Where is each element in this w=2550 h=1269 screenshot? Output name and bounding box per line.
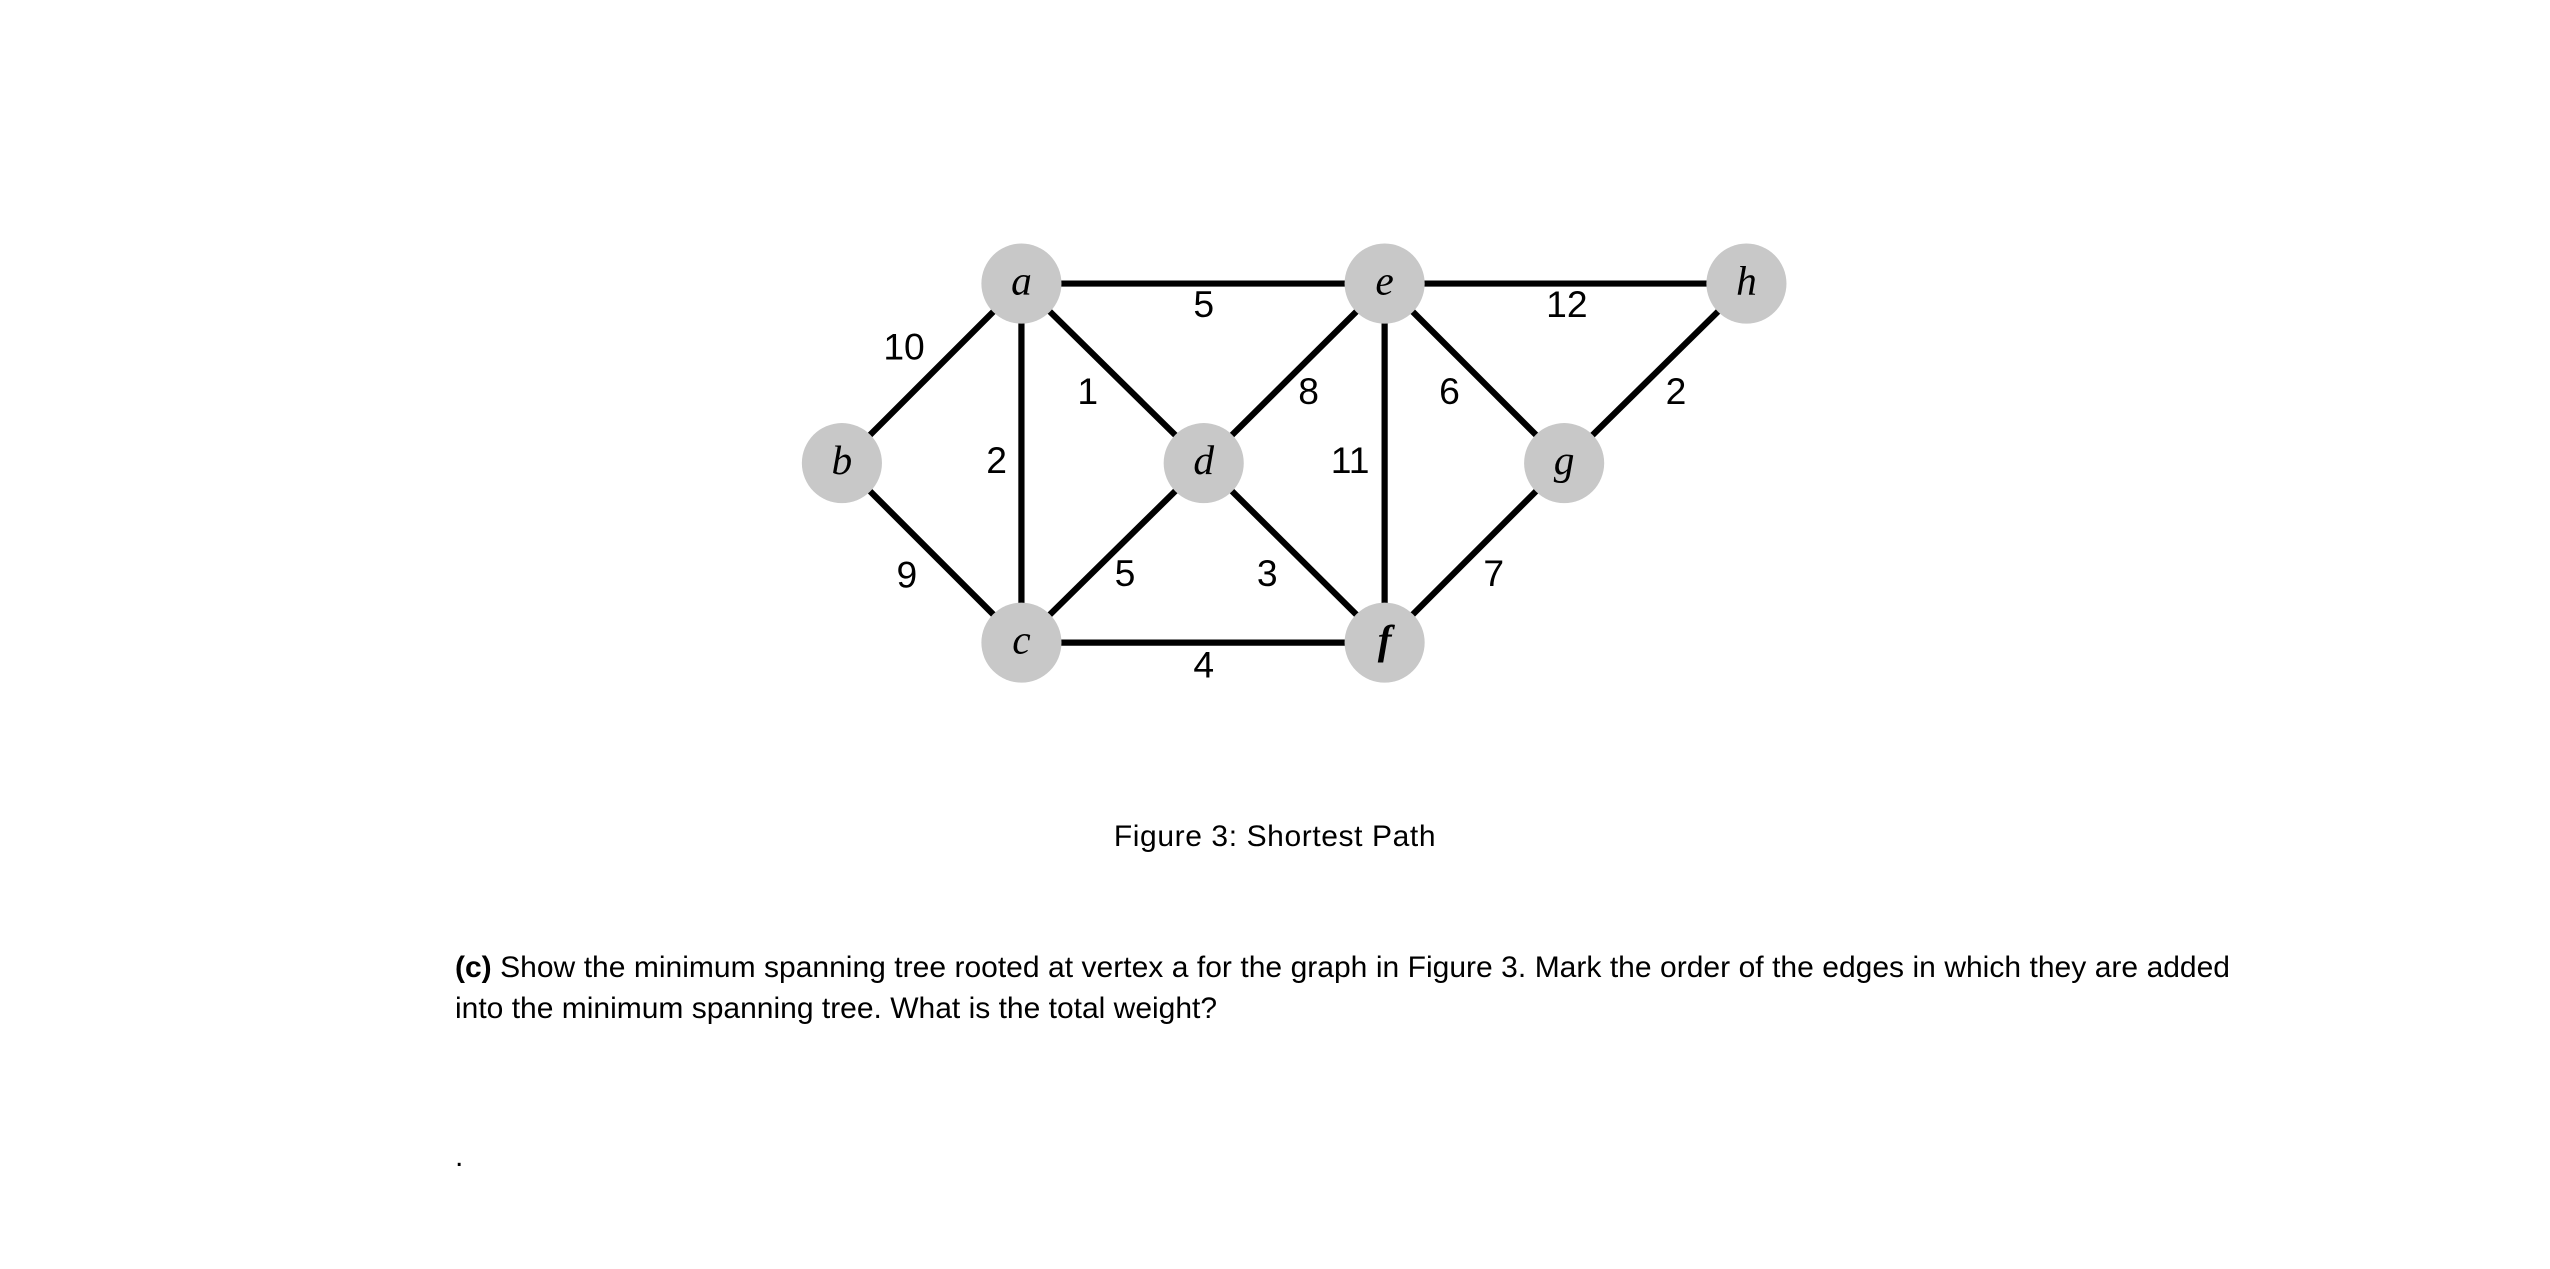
node-label-d: d (1193, 436, 1215, 483)
node-label-b: b (831, 436, 853, 483)
node-label-g: g (1553, 436, 1575, 483)
trailing-dot: . (455, 1140, 464, 1173)
graph-node-e (1345, 244, 1425, 324)
graph-node-a (981, 244, 1061, 324)
node-label-f: f (1377, 616, 1392, 663)
question-text: Show the minimum spanning tree rooted at vertex a for the graph in Figure 3. Mark the order of the edges in which they are added into the minimum spanning tree. What is the total weight? (455, 951, 2230, 1025)
edge-weight-ad: 1 (1077, 369, 1099, 412)
question-label: (c) (455, 951, 492, 984)
graph-node-d (1164, 423, 1244, 503)
figure-caption: Figure 3: Shortest Path (1113, 820, 1437, 853)
edge-weight-eh: 12 (1546, 282, 1588, 325)
edge-weight-ae: 5 (1193, 282, 1215, 325)
node-label-e: e (1375, 257, 1394, 304)
edges-layer (842, 284, 1747, 643)
weighted-graph-diagram (620, 180, 1920, 760)
graph-node-b (802, 423, 882, 503)
graph-node-c (981, 603, 1061, 683)
graph-node-f (1345, 603, 1425, 683)
edge-weight-df: 3 (1256, 552, 1278, 595)
edge-weight-cd: 5 (1114, 552, 1136, 595)
edge-weight-fg: 7 (1483, 552, 1505, 595)
graph-node-h (1706, 244, 1786, 324)
edge-weight-bc: 9 (896, 553, 918, 596)
graph-node-g (1524, 423, 1604, 503)
question-paragraph (455, 948, 2230, 1030)
edge-weight-gh: 2 (1665, 369, 1687, 412)
edge-weight-eg: 6 (1439, 369, 1460, 412)
node-label-h: h (1736, 257, 1757, 304)
edge-weight-ef: 11 (1330, 438, 1370, 481)
nodes-layer (802, 244, 1787, 686)
edge-weight-de: 8 (1298, 369, 1320, 412)
edge-weight-ab: 10 (883, 325, 925, 368)
node-label-c: c (1012, 616, 1031, 663)
node-label-a: a (1011, 257, 1032, 304)
edge-weight-ac: 2 (986, 438, 1007, 481)
graph-figure (620, 180, 1920, 760)
edge-weight-cf: 4 (1193, 643, 1215, 686)
